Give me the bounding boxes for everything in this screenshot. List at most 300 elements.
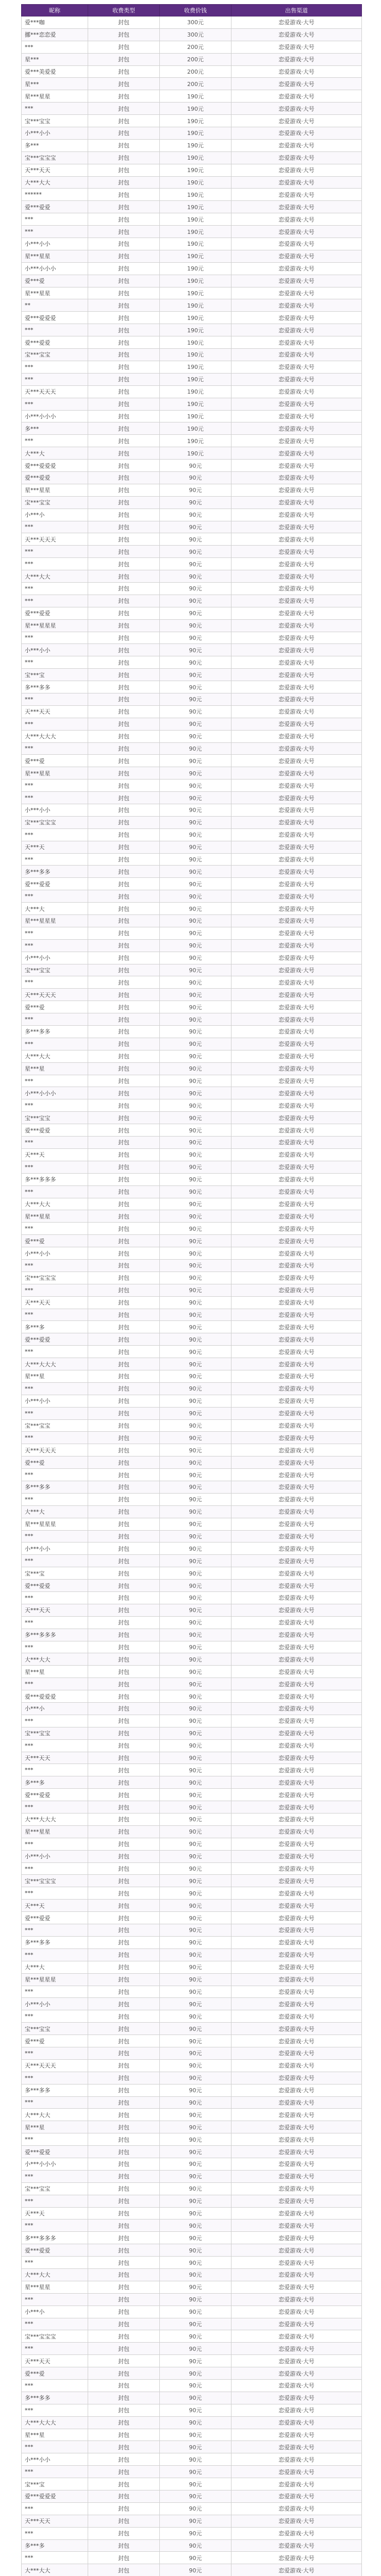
- charge-type-cell: 封包: [88, 582, 160, 595]
- nickname-cell: ***: [22, 1838, 88, 1850]
- sale-channel-cell: 恋爱游戏·大号: [231, 2564, 362, 2576]
- table-row: [22, 496, 362, 509]
- charge-type-cell: 封包: [88, 2330, 160, 2343]
- sale-channel-cell: 恋爱游戏·大号: [231, 1493, 362, 1505]
- nickname-cell: 星***星: [22, 1062, 88, 1075]
- nickname-cell: ***: [22, 890, 88, 903]
- charge-type-cell: 封包: [88, 164, 160, 176]
- table-row: [22, 1666, 362, 1678]
- sale-channel-cell: 恋爱游戏·大号: [231, 2072, 362, 2084]
- table-row: [22, 1038, 362, 1050]
- nickname-cell: 天***天: [22, 2207, 88, 2219]
- nickname-cell: 宝***宝宝: [22, 1419, 88, 1432]
- sale-channel-cell: 恋爱游戏·大号: [231, 1505, 362, 1518]
- charge-type-cell: 封包: [88, 742, 160, 755]
- nickname-cell: 爱***爱爱: [22, 878, 88, 890]
- nickname-cell: 多***多: [22, 1776, 88, 1789]
- sale-channel-cell: 恋爱游戏·大号: [231, 1678, 362, 1690]
- table-row: [22, 558, 362, 570]
- nickname-cell: 天***天天: [22, 705, 88, 718]
- table-row: [22, 226, 362, 238]
- sale-channel-cell: 恋爱游戏·大号: [231, 558, 362, 570]
- sale-channel-cell: 恋爱游戏·大号: [231, 213, 362, 226]
- table-row: [22, 853, 362, 866]
- table-row: [22, 2244, 362, 2257]
- charge-price-cell: 90元: [160, 2527, 231, 2539]
- charge-type-cell: 封包: [88, 2133, 160, 2146]
- charge-price-cell: 190元: [160, 226, 231, 238]
- charge-type-cell: 封包: [88, 1518, 160, 1530]
- nickname-cell: ***: [22, 324, 88, 336]
- charge-price-cell: 90元: [160, 1875, 231, 1887]
- table-row: [22, 2318, 362, 2330]
- charge-price-cell: 90元: [160, 2343, 231, 2355]
- nickname-cell: 小***小小: [22, 1395, 88, 1407]
- charge-type-cell: 封包: [88, 1900, 160, 1912]
- charge-type-cell: 封包: [88, 2466, 160, 2478]
- charge-price-cell: 90元: [160, 1419, 231, 1432]
- nickname-cell: 多***多多多: [22, 1629, 88, 1641]
- sale-channel-cell: 恋爱游戏·大号: [231, 1148, 362, 1161]
- charge-price-cell: 90元: [160, 669, 231, 681]
- charge-type-cell: 封包: [88, 1530, 160, 1543]
- charge-type-cell: 封包: [88, 2318, 160, 2330]
- charge-price-cell: 90元: [160, 989, 231, 1001]
- nickname-cell: 爱***爱爱爱: [22, 312, 88, 324]
- table-row: [22, 533, 362, 546]
- charge-type-cell: 封包: [88, 1998, 160, 2010]
- charge-price-cell: 90元: [160, 1789, 231, 1801]
- charge-price-cell: 90元: [160, 546, 231, 558]
- charge-type-cell: 封包: [88, 226, 160, 238]
- nickname-cell: ***: [22, 2257, 88, 2269]
- nickname-cell: 星***星星星: [22, 1518, 88, 1530]
- charge-type-cell: 封包: [88, 1481, 160, 1493]
- table-row: [22, 595, 362, 607]
- sale-channel-cell: 恋爱游戏·大号: [231, 1481, 362, 1493]
- sale-channel-cell: 恋爱游戏·大号: [231, 989, 362, 1001]
- nickname-cell: ***: [22, 2219, 88, 2232]
- sale-channel-cell: 恋爱游戏·大号: [231, 238, 362, 250]
- nickname-cell: ***: [22, 1715, 88, 1727]
- nickname-cell: ***: [22, 2527, 88, 2539]
- charge-price-cell: 90元: [160, 927, 231, 939]
- table-row: [22, 1936, 362, 1948]
- sale-channel-cell: 恋爱游戏·大号: [231, 1407, 362, 1419]
- table-row: [22, 1518, 362, 1530]
- charge-type-cell: 封包: [88, 1555, 160, 1567]
- charge-price-cell: 90元: [160, 1814, 231, 1826]
- charge-type-cell: 封包: [88, 103, 160, 115]
- nickname-cell: ***: [22, 1592, 88, 1604]
- sale-channel-cell: 恋爱游戏·大号: [231, 2059, 362, 2072]
- charge-type-cell: 封包: [88, 1223, 160, 1235]
- charge-price-cell: 90元: [160, 2306, 231, 2318]
- table-row: [22, 2392, 362, 2404]
- table-row: [22, 2281, 362, 2293]
- nickname-cell: 多***多: [22, 2539, 88, 2552]
- charge-price-cell: 90元: [160, 484, 231, 496]
- sale-channel-cell: 恋爱游戏·大号: [231, 262, 362, 275]
- nickname-cell: ***: [22, 2552, 88, 2564]
- nickname-cell: ***: [22, 558, 88, 570]
- charge-price-cell: 90元: [160, 607, 231, 619]
- nickname-cell: 小***小小: [22, 952, 88, 964]
- nickname-cell: ***: [22, 2010, 88, 2023]
- sale-channel-cell: 恋爱游戏·大号: [231, 2552, 362, 2564]
- charge-price-cell: 200元: [160, 78, 231, 90]
- nickname-cell: 多***多多: [22, 2392, 88, 2404]
- nickname-cell: 大***大大大: [22, 1814, 88, 1826]
- table-row: [22, 435, 362, 447]
- charge-price-cell: 90元: [160, 496, 231, 509]
- charge-type-cell: 封包: [88, 287, 160, 299]
- sale-channel-cell: 恋爱游戏·大号: [231, 484, 362, 496]
- sale-channel-cell: 恋爱游戏·大号: [231, 656, 362, 669]
- sale-channel-cell: 恋爱游戏·大号: [231, 2232, 362, 2244]
- table-row: [22, 841, 362, 853]
- nickname-cell: ***: [22, 521, 88, 533]
- table-row: [22, 1432, 362, 1444]
- charge-type-cell: 封包: [88, 2490, 160, 2503]
- charge-price-cell: 90元: [160, 1924, 231, 1937]
- table-row: [22, 1247, 362, 1260]
- table-row: [22, 1875, 362, 1887]
- table-row: [22, 2084, 362, 2096]
- charge-type-cell: 封包: [88, 349, 160, 361]
- sale-channel-cell: 恋爱游戏·大号: [231, 841, 362, 853]
- sale-channel-cell: 恋爱游戏·大号: [231, 1924, 362, 1937]
- table-row: [22, 915, 362, 927]
- nickname-cell: 宝***宝宝: [22, 115, 88, 127]
- table-row: [22, 275, 362, 287]
- sale-channel-cell: 恋爱游戏·大号: [231, 1296, 362, 1309]
- nickname-cell: 小***小小: [22, 1850, 88, 1862]
- sale-channel-cell: 恋爱游戏·大号: [231, 890, 362, 903]
- charge-type-cell: 封包: [88, 1703, 160, 1715]
- charge-price-cell: 190元: [160, 299, 231, 312]
- sale-channel-cell: 恋爱游戏·大号: [231, 1555, 362, 1567]
- charge-type-cell: 封包: [88, 1382, 160, 1395]
- table-row: [22, 176, 362, 189]
- nickname-cell: ***: [22, 1309, 88, 1321]
- charge-price-cell: 90元: [160, 1370, 231, 1382]
- sale-channel-cell: 恋爱游戏·大号: [231, 1604, 362, 1616]
- charge-price-cell: 190元: [160, 262, 231, 275]
- charge-price-cell: 90元: [160, 558, 231, 570]
- sale-channel-cell: 恋爱游戏·大号: [231, 176, 362, 189]
- sale-channel-cell: 恋爱游戏·大号: [231, 1580, 362, 1592]
- charge-price-cell: 90元: [160, 1653, 231, 1666]
- sale-channel-cell: 恋爱游戏·大号: [231, 779, 362, 792]
- table-row: [22, 1333, 362, 1346]
- charge-type-cell: 封包: [88, 1543, 160, 1555]
- sale-channel-cell: 恋爱游戏·大号: [231, 410, 362, 422]
- nickname-cell: ***: [22, 2380, 88, 2392]
- table-row: [22, 213, 362, 226]
- sale-channel-cell: 恋爱游戏·大号: [231, 2182, 362, 2195]
- sale-channel-cell: 恋爱游戏·大号: [231, 103, 362, 115]
- table-row: [22, 1739, 362, 1752]
- charge-type-cell: 封包: [88, 533, 160, 546]
- table-row: [22, 1259, 362, 1272]
- sale-channel-cell: 恋爱游戏·大号: [231, 1752, 362, 1764]
- table-row: [22, 1407, 362, 1419]
- sale-channel-cell: 恋爱游戏·大号: [231, 1370, 362, 1382]
- charge-price-cell: 90元: [160, 1715, 231, 1727]
- charge-price-cell: 90元: [160, 2318, 231, 2330]
- charge-price-cell: 90元: [160, 2010, 231, 2023]
- table-row: [22, 582, 362, 595]
- sale-channel-cell: 恋爱游戏·大号: [231, 2219, 362, 2232]
- sale-channel-cell: 恋爱游戏·大号: [231, 2527, 362, 2539]
- table-row: [22, 509, 362, 521]
- charge-price-cell: 90元: [160, 2330, 231, 2343]
- sale-channel-cell: 恋爱游戏·大号: [231, 1382, 362, 1395]
- sale-channel-cell: 恋爱游戏·大号: [231, 1703, 362, 1715]
- sale-channel-cell: 恋爱游戏·大号: [231, 151, 362, 164]
- header-charge-type: 收费类型: [88, 5, 160, 16]
- charge-type-cell: 封包: [88, 127, 160, 140]
- nickname-cell: 宝***宝宝宝: [22, 816, 88, 828]
- charge-type-cell: 封包: [88, 2268, 160, 2281]
- sale-channel-cell: 恋爱游戏·大号: [231, 1259, 362, 1272]
- nickname-cell: 多***多多: [22, 1936, 88, 1948]
- charge-price-cell: 90元: [160, 1407, 231, 1419]
- table-row: [22, 804, 362, 817]
- charge-price-cell: 90元: [160, 1505, 231, 1518]
- nickname-cell: ***: [22, 1161, 88, 1173]
- nickname-cell: 爱***爱爱: [22, 1789, 88, 1801]
- charge-type-cell: 封包: [88, 915, 160, 927]
- table-row: [22, 2195, 362, 2207]
- charge-type-cell: 封包: [88, 1814, 160, 1826]
- charge-price-cell: 190元: [160, 164, 231, 176]
- nickname-cell: ***: [22, 1948, 88, 1961]
- sale-channel-cell: 恋爱游戏·大号: [231, 2281, 362, 2293]
- charge-price-cell: 90元: [160, 2281, 231, 2293]
- table-row: [22, 1862, 362, 1875]
- sale-channel-cell: 恋爱游戏·大号: [231, 1124, 362, 1137]
- nickname-cell: 天***天天: [22, 1752, 88, 1764]
- charge-price-cell: 90元: [160, 1862, 231, 1875]
- sale-channel-cell: 恋爱游戏·大号: [231, 1185, 362, 1198]
- nickname-cell: 宝***宝宝: [22, 1727, 88, 1739]
- charge-price-cell: 90元: [160, 1986, 231, 1998]
- sale-channel-cell: 恋爱游戏·大号: [231, 521, 362, 533]
- table-row: [22, 2515, 362, 2527]
- charge-type-cell: 封包: [88, 1764, 160, 1776]
- charge-type-cell: 封包: [88, 607, 160, 619]
- nickname-cell: 多***多多: [22, 1481, 88, 1493]
- nickname-cell: 星***星: [22, 1666, 88, 1678]
- sale-channel-cell: 恋爱游戏·大号: [231, 1530, 362, 1543]
- charge-price-cell: 90元: [160, 1580, 231, 1592]
- charge-type-cell: 封包: [88, 398, 160, 410]
- table-row: [22, 2441, 362, 2453]
- table-row: [22, 976, 362, 989]
- nickname-cell: 大***大大大: [22, 730, 88, 742]
- charge-price-cell: 90元: [160, 1087, 231, 1099]
- charge-type-cell: 封包: [88, 2257, 160, 2269]
- nickname-cell: 爱***爱: [22, 755, 88, 767]
- sale-channel-cell: 恋爱游戏·大号: [231, 939, 362, 952]
- charge-price-cell: 90元: [160, 1518, 231, 1530]
- table-row: [22, 1198, 362, 1210]
- charge-price-cell: 90元: [160, 2219, 231, 2232]
- sale-channel-cell: 恋爱游戏·大号: [231, 1789, 362, 1801]
- table-row: [22, 2453, 362, 2466]
- nickname-cell: 星***星: [22, 2429, 88, 2441]
- charge-type-cell: 封包: [88, 2244, 160, 2257]
- sale-channel-cell: 恋爱游戏·大号: [231, 1641, 362, 1653]
- nickname-cell: 天***天天: [22, 1604, 88, 1616]
- charge-type-cell: 封包: [88, 1358, 160, 1370]
- charge-type-cell: 封包: [88, 1973, 160, 1986]
- charge-price-cell: 90元: [160, 816, 231, 828]
- sale-channel-cell: 恋爱游戏·大号: [231, 2023, 362, 2035]
- charge-type-cell: 封包: [88, 1924, 160, 1937]
- nickname-cell: ***: [22, 779, 88, 792]
- sale-channel-cell: 恋爱游戏·大号: [231, 201, 362, 213]
- charge-type-cell: 封包: [88, 2232, 160, 2244]
- nickname-cell: 爱***爱爱: [22, 201, 88, 213]
- charge-type-cell: 封包: [88, 976, 160, 989]
- charge-type-cell: 封包: [88, 2380, 160, 2392]
- nickname-cell: ***: [22, 1075, 88, 1087]
- charge-type-cell: 封包: [88, 2355, 160, 2367]
- charge-type-cell: 封包: [88, 730, 160, 742]
- sale-channel-cell: 恋爱游戏·大号: [231, 250, 362, 262]
- charge-price-cell: 90元: [160, 644, 231, 656]
- nickname-cell: ***: [22, 976, 88, 989]
- table-row: [22, 2380, 362, 2392]
- sale-channel-cell: 恋爱游戏·大号: [231, 41, 362, 53]
- sale-channel-cell: 恋爱游戏·大号: [231, 1038, 362, 1050]
- sale-channel-cell: 恋爱游戏·大号: [231, 2441, 362, 2453]
- charge-type-cell: 封包: [88, 1185, 160, 1198]
- table-row: [22, 471, 362, 484]
- table-row: [22, 139, 362, 151]
- table-row: [22, 1075, 362, 1087]
- charge-type-cell: 封包: [88, 546, 160, 558]
- nickname-cell: ***: [22, 1259, 88, 1272]
- sale-channel-cell: 恋爱游戏·大号: [231, 1567, 362, 1580]
- table-row: [22, 189, 362, 201]
- charge-price-cell: 90元: [160, 767, 231, 779]
- sale-channel-cell: 恋爱游戏·大号: [231, 2343, 362, 2355]
- charge-price-cell: 90元: [160, 1444, 231, 1456]
- sale-channel-cell: 恋爱游戏·大号: [231, 644, 362, 656]
- charge-type-cell: 封包: [88, 866, 160, 878]
- sale-channel-cell: 恋爱游戏·大号: [231, 435, 362, 447]
- charge-price-cell: 90元: [160, 1247, 231, 1260]
- nickname-cell: 天***天天: [22, 2515, 88, 2527]
- nickname-cell: ***: [22, 435, 88, 447]
- charge-type-cell: 封包: [88, 2441, 160, 2453]
- sale-channel-cell: 恋爱游戏·大号: [231, 2380, 362, 2392]
- table-row: [22, 2158, 362, 2170]
- charge-type-cell: 封包: [88, 471, 160, 484]
- nickname-cell: 天***天: [22, 1148, 88, 1161]
- nickname-cell: 小***小小: [22, 127, 88, 140]
- nickname-cell: 挪***恋恋爱: [22, 28, 88, 41]
- charge-type-cell: 封包: [88, 632, 160, 644]
- charge-price-cell: 90元: [160, 1493, 231, 1505]
- sale-channel-cell: 恋爱游戏·大号: [231, 730, 362, 742]
- charge-type-cell: 封包: [88, 484, 160, 496]
- charge-price-cell: 90元: [160, 2404, 231, 2416]
- sale-channel-cell: 恋爱游戏·大号: [231, 2096, 362, 2109]
- charge-price-cell: 90元: [160, 2096, 231, 2109]
- table-row: [22, 767, 362, 779]
- sale-channel-cell: 恋爱游戏·大号: [231, 1346, 362, 1358]
- nickname-cell: ***: [22, 1137, 88, 1149]
- charge-type-cell: 封包: [88, 1715, 160, 1727]
- table-row: [22, 903, 362, 915]
- nickname-cell: 大***大: [22, 1505, 88, 1518]
- sale-channel-cell: 恋爱游戏·大号: [231, 828, 362, 841]
- sale-channel-cell: 恋爱游戏·大号: [231, 915, 362, 927]
- charge-type-cell: 封包: [88, 90, 160, 103]
- table-row: [22, 1309, 362, 1321]
- nickname-cell: 宝***宝宝: [22, 2182, 88, 2195]
- charge-price-cell: 90元: [160, 509, 231, 521]
- nickname-cell: 爱***爱爱: [22, 336, 88, 349]
- sale-channel-cell: 恋爱游戏·大号: [231, 546, 362, 558]
- table-row: [22, 927, 362, 939]
- nickname-cell: 星***星: [22, 1370, 88, 1382]
- sale-channel-cell: 恋爱游戏·大号: [231, 2035, 362, 2047]
- sale-channel-cell: 恋爱游戏·大号: [231, 447, 362, 460]
- table-row: [22, 656, 362, 669]
- charge-type-cell: 封包: [88, 1592, 160, 1604]
- header-row: [22, 5, 362, 16]
- table-row: [22, 2355, 362, 2367]
- sale-channel-cell: 恋爱游戏·大号: [231, 1998, 362, 2010]
- charge-price-cell: 300元: [160, 28, 231, 41]
- nickname-cell: ***: [22, 1284, 88, 1296]
- nickname-cell: 天***天天天: [22, 1444, 88, 1456]
- nickname-cell: 星***星星: [22, 484, 88, 496]
- charge-price-cell: 90元: [160, 2023, 231, 2035]
- nickname-cell: 星***星星星: [22, 1973, 88, 1986]
- nickname-cell: ***: [22, 939, 88, 952]
- charge-type-cell: 封包: [88, 2539, 160, 2552]
- charge-price-cell: 90元: [160, 939, 231, 952]
- nickname-cell: 爱***爱爱爱: [22, 460, 88, 472]
- charge-price-cell: 90元: [160, 2380, 231, 2392]
- table-row: [22, 1973, 362, 1986]
- charge-price-cell: 90元: [160, 2133, 231, 2146]
- charge-price-cell: 90元: [160, 1850, 231, 1862]
- nickname-cell: 大***大: [22, 447, 88, 460]
- charge-price-cell: 90元: [160, 2059, 231, 2072]
- charge-type-cell: 封包: [88, 927, 160, 939]
- nickname-cell: ***: [22, 1469, 88, 1481]
- sale-channel-cell: 恋爱游戏·大号: [231, 53, 362, 65]
- charge-type-cell: 封包: [88, 2343, 160, 2355]
- charge-type-cell: 封包: [88, 324, 160, 336]
- nickname-cell: 爱***咖: [22, 16, 88, 29]
- sale-channel-cell: 恋爱游戏·大号: [231, 952, 362, 964]
- nickname-cell: 天***天天: [22, 1296, 88, 1309]
- nickname-cell: 大***大大: [22, 570, 88, 583]
- charge-type-cell: 封包: [88, 1309, 160, 1321]
- nickname-cell: ***: [22, 398, 88, 410]
- sale-channel-cell: 恋爱游戏·大号: [231, 139, 362, 151]
- charge-type-cell: 封包: [88, 1173, 160, 1185]
